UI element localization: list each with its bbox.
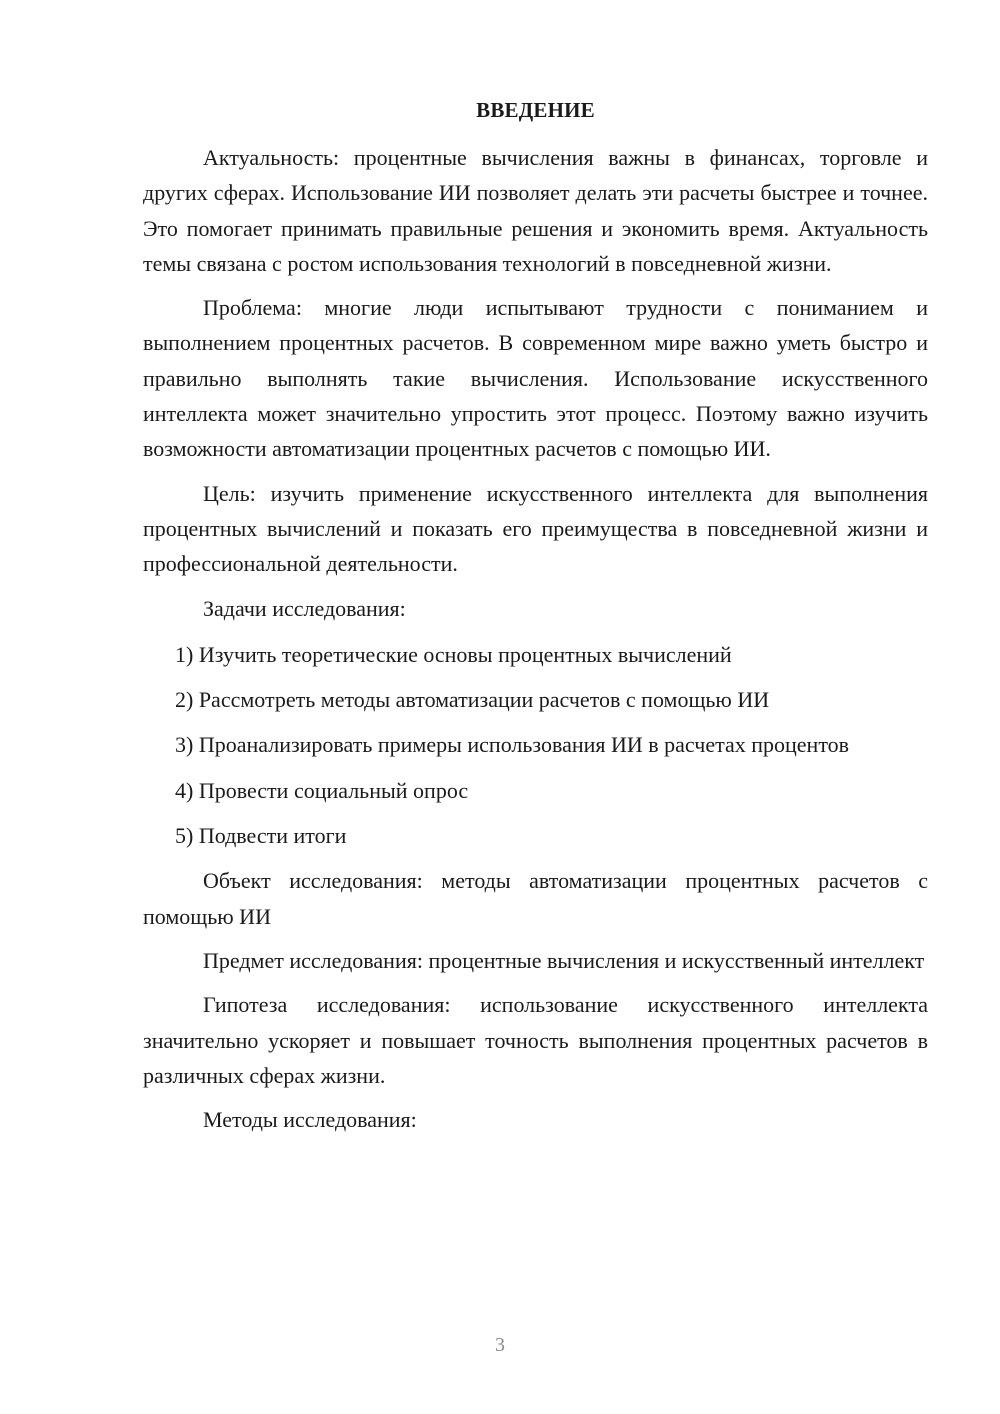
- tasks-heading: Задачи исследования:: [203, 595, 406, 621]
- subject-paragraph: Предмет исследования: процентные вычисления и искусственный интеллект: [203, 947, 925, 973]
- page-title: ВВЕДЕНИЕ: [476, 98, 595, 122]
- tasks-list: [143, 637, 928, 853]
- object-paragraph: Объект исследования: методы автоматизации процентных расчетов с помощью ИИ: [143, 868, 928, 929]
- problem-paragraph: Проблема: многие люди испытывают трудности с пониманием и выполнением процентных расчетов. В современном мире важно уметь быстро и правильно выполнять такие вычисления. Использование искусственного интеллекта может значительно упростить этот процесс. Поэтому важно изучить возможности автоматизации процентных расчетов с помощью ИИ.: [143, 295, 928, 462]
- list-item: 1) Изучить теоретические основы процентных вычислений: [175, 641, 732, 667]
- list-item: 3) Проанализировать примеры использования ИИ в расчетах процентов: [175, 732, 850, 758]
- relevance-paragraph: Актуальность: процентные вычисления важны в финансах, торговле и других сферах. Использование ИИ позволяет делать эти расчеты быстрее и точнее. Это помогает принимать правильные решения и экономить время. Актуальность темы связана с ростом использования технологий в повседневной жизни.: [143, 145, 928, 276]
- list-item: 5) Подвести итоги: [175, 823, 347, 849]
- methods-heading: Методы исследования:: [203, 1107, 417, 1133]
- document-page: [143, 96, 928, 1148]
- list-item: 4) Провести социальный опрос: [175, 777, 469, 803]
- page-number: 3: [495, 1334, 505, 1356]
- goal-paragraph: Цель: изучить применение искусственного интеллекта для выполнения процентных вычислений и показать его преимущества в повседневной жизни и профессиональной деятельности.: [143, 480, 928, 577]
- hypothesis-paragraph: Гипотеза исследования: использование искусственного интеллекта значительно ускоряет и повышает точность выполнения процентных расчетов в различных сферах жизни.: [143, 992, 928, 1088]
- list-item: 2) Рассмотреть методы автоматизации расчетов с помощью ИИ: [175, 687, 770, 713]
